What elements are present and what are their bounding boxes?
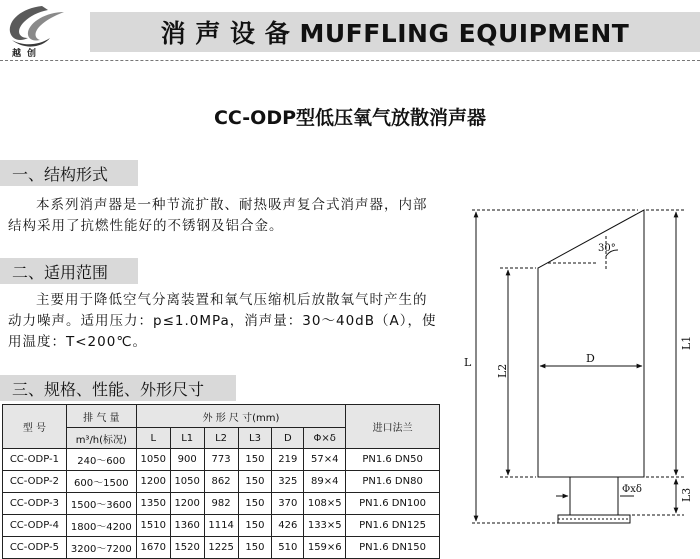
silencer-body bbox=[538, 210, 644, 477]
cell-model: CC-ODP-2 bbox=[3, 471, 67, 493]
cell-L3: 150 bbox=[238, 493, 272, 515]
cell-flow: 1500～3600 bbox=[66, 493, 136, 515]
table-row bbox=[3, 537, 440, 559]
cell-D: 510 bbox=[272, 537, 304, 559]
label-L2: L2 bbox=[496, 363, 509, 378]
cell-L2: 1114 bbox=[204, 515, 238, 537]
cell-flow: 1800～4200 bbox=[66, 515, 136, 537]
header-col-L: L bbox=[136, 428, 170, 449]
section-text-scope: 主要用于降低空气分离装置和氧气压缩机后放散氧气时产生的动力噪声。适用压力：p≤1.0MPa，消声量：30～40dB（A），使用温度：T<200℃。 bbox=[8, 292, 437, 350]
cell-model: CC-ODP-1 bbox=[3, 449, 67, 471]
cell-L1: 900 bbox=[170, 449, 204, 471]
table-row bbox=[3, 449, 440, 471]
page-banner: 消 声 设 备 MUFFLING EQUIPMENT bbox=[90, 12, 700, 52]
cell-D: 426 bbox=[272, 515, 304, 537]
cell-flow: 3200～7200 bbox=[66, 537, 136, 559]
label-L: L bbox=[464, 356, 472, 369]
page-title: CC-ODP型低压氧气放散消声器 bbox=[213, 107, 487, 129]
header-model: 型 号 bbox=[3, 405, 67, 449]
cell-phi: 108×5 bbox=[304, 493, 346, 515]
cell-phi: 57×4 bbox=[304, 449, 346, 471]
cell-model: CC-ODP-3 bbox=[3, 493, 67, 515]
spec-table bbox=[2, 404, 440, 559]
cell-D: 219 bbox=[272, 449, 304, 471]
cell-L: 1050 bbox=[136, 449, 170, 471]
header-col-L1: L1 bbox=[170, 428, 204, 449]
cell-model: CC-ODP-4 bbox=[3, 515, 67, 537]
cell-flange: PN1.6 DN150 bbox=[346, 537, 440, 559]
cell-L: 1350 bbox=[136, 493, 170, 515]
header-col-phi: Φ×δ bbox=[304, 428, 346, 449]
label-L3: L3 bbox=[680, 487, 693, 502]
cell-L1: 1360 bbox=[170, 515, 204, 537]
label-phi: Φxδ bbox=[622, 484, 642, 495]
cell-L3: 150 bbox=[238, 471, 272, 493]
cell-L2: 773 bbox=[204, 449, 238, 471]
table-row bbox=[3, 493, 440, 515]
cell-flange: PN1.6 DN125 bbox=[346, 515, 440, 537]
cell-flange: PN1.6 DN100 bbox=[346, 493, 440, 515]
cell-L2: 982 bbox=[204, 493, 238, 515]
cell-L2: 862 bbox=[204, 471, 238, 493]
cell-flow: 600～1500 bbox=[66, 471, 136, 493]
header-flange: 进口法兰 bbox=[346, 405, 440, 449]
cell-L3: 150 bbox=[238, 449, 272, 471]
cell-D: 325 bbox=[272, 471, 304, 493]
cell-L2: 1225 bbox=[204, 537, 238, 559]
cell-L1: 1200 bbox=[170, 493, 204, 515]
cell-L: 1510 bbox=[136, 515, 170, 537]
header-flow-unit: m³/h(标况) bbox=[66, 428, 136, 449]
label-D: D bbox=[586, 352, 595, 365]
header-dims: 外 形 尺 寸(mm) bbox=[136, 405, 345, 428]
label-L1: L1 bbox=[680, 335, 693, 350]
cell-D: 370 bbox=[272, 493, 304, 515]
table-row bbox=[3, 471, 440, 493]
header-col-D: D bbox=[272, 428, 304, 449]
label-angle: 30° bbox=[598, 243, 616, 254]
header-flow: 排 气 量 bbox=[66, 405, 136, 428]
silencer-drawing bbox=[448, 190, 700, 552]
section-heading-scope: 二、适用范围 bbox=[0, 258, 138, 284]
cell-model: CC-ODP-5 bbox=[3, 537, 67, 559]
inlet-pipe bbox=[570, 477, 618, 515]
cell-flow: 240～600 bbox=[66, 449, 136, 471]
cell-L1: 1520 bbox=[170, 537, 204, 559]
section-text-structure: 本系列消声器是一种节流扩散、耐热吸声复合式消声器，内部结构采用了抗燃性能好的不锈钢及铝合金。 bbox=[8, 197, 428, 234]
cell-phi: 159×6 bbox=[304, 537, 346, 559]
cell-phi: 89×4 bbox=[304, 471, 346, 493]
cell-L: 1200 bbox=[136, 471, 170, 493]
cell-L1: 1050 bbox=[170, 471, 204, 493]
section-heading-structure: 一、结构形式 bbox=[0, 160, 138, 186]
cell-L3: 150 bbox=[238, 515, 272, 537]
cell-flange: PN1.6 DN50 bbox=[346, 449, 440, 471]
header-divider bbox=[0, 60, 700, 61]
cell-L3: 150 bbox=[238, 537, 272, 559]
cell-L: 1670 bbox=[136, 537, 170, 559]
header-col-L3: L3 bbox=[238, 428, 272, 449]
header-col-L2: L2 bbox=[204, 428, 238, 449]
logo-text: 越创 bbox=[12, 49, 43, 59]
table-row bbox=[3, 515, 440, 537]
section-heading-specs: 三、规格、性能、外形尺寸 bbox=[0, 375, 236, 401]
cell-flange: PN1.6 DN80 bbox=[346, 471, 440, 493]
cell-phi: 133×5 bbox=[304, 515, 346, 537]
